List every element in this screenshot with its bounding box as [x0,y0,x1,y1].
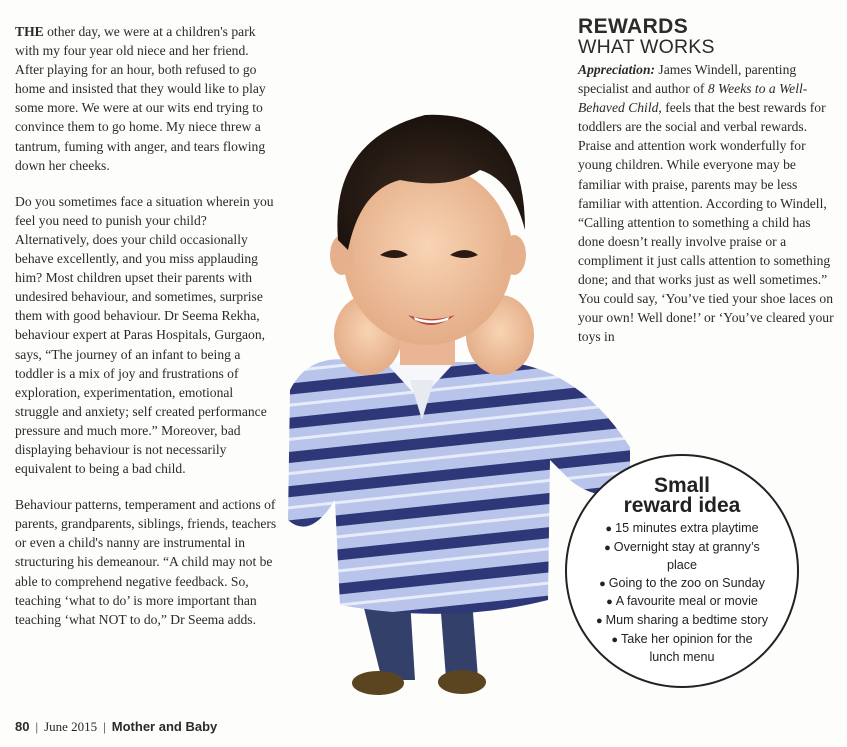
list-item: ● Overnight stay at granny’s place [604,539,760,573]
bullet-icon: ● [604,541,611,554]
list-item: ● Take her opinion for the lunch menu [611,631,753,665]
section-heading: REWARDS [578,15,689,38]
issue-date: June 2015 [44,719,98,734]
article-right-column [578,16,840,346]
bullet-icon: ● [595,614,603,627]
list-item: ● Mum sharing a bedtime story [595,612,769,627]
article-left-column [15,22,277,646]
body-text-b: , feels that the best rewards for toddlers are the social and verbal rewards. Praise and attention work wonderfully for young children. While everyone may be familiar with praise, parents may be less familiar with attention. According to Windell, “Calling attention to something a child has done doesn’t really involve praise or a compliment it just calls attention to something done; and that works just as well sometimes.” You could say, ‘You’ve tied your shoe laces on your own! Well done!’ or ‘You’ve cleared your toys in [578,100,834,345]
reward-idea-box [565,454,799,688]
lead-word: THE [15,24,44,39]
paragraph-second: Do you sometimes face a situation wherein you feel you need to punish your child? Alternatively, does your child occasionally behave excellently, and you miss applauding him? Most children upset their parents with undesired behaviour, and sometimes, surprise them with good behaviour. Dr Seema Rekha, behaviour expert at Paras Hospitals, Gurgaon, says, “The journey of an infant to being a toddler is a mix of joy and frustrations of exploration, experimentation, emotional struggle and anxiety; self created performance pressure and much more.” Moreover, bad displaying behaviour is not necessarily equivalent to being a bad child. [15,193,274,477]
page-footer [15,719,217,735]
page-number: 80 [15,719,30,734]
section-body [578,60,840,346]
paragraph-intro-text: other day, we were at a children's park with my four year old niece and her friend. After playing for an hour, both refused to go home and insisted that they would like to play some more. We were at our wits end trying to convince them to go home. My niece threw a tantrum, fuming with anger, and tears flowing down her cheeks. [15,24,266,173]
lead-label: Appreciation: [578,62,656,77]
magazine-name: Mother and Baby [111,719,218,734]
footer-separator: | [103,719,106,734]
paragraph-third: Behaviour patterns, temperament and actions of parents, grandparents, siblings, friends, teachers or even a child's nanny are instrumental in structuring his demeanour. “A child may not be able to comprehend negative feedback. So, teaching ‘what to do’ is more important than teaching ‘what NOT to do,” Dr Seema adds. [15,497,277,627]
bullet-icon: ● [599,577,606,590]
bullet-icon: ● [605,523,613,535]
footer-separator: | [35,719,39,734]
section-subheading: WHAT WORKS [578,36,715,58]
bullet-icon: ● [606,596,613,609]
reward-box-title-line1: Small [653,474,711,497]
list-item: ● A favourite meal or movie [606,594,758,609]
list-item: ● 15 minutes extra playtime [605,521,759,535]
book-title: 8 Weeks to a Well-Behaved Child [578,81,808,116]
list-item: ● Going to the zoo on Sunday [599,575,765,590]
reward-box-title-line2: reward idea [623,494,741,517]
reward-list [567,520,797,667]
paragraph-intro [15,22,277,175]
bullet-icon: ● [611,633,619,646]
reward-box-title [567,476,797,516]
body-text-a: James Windell, parenting specialist and author of [578,62,797,97]
